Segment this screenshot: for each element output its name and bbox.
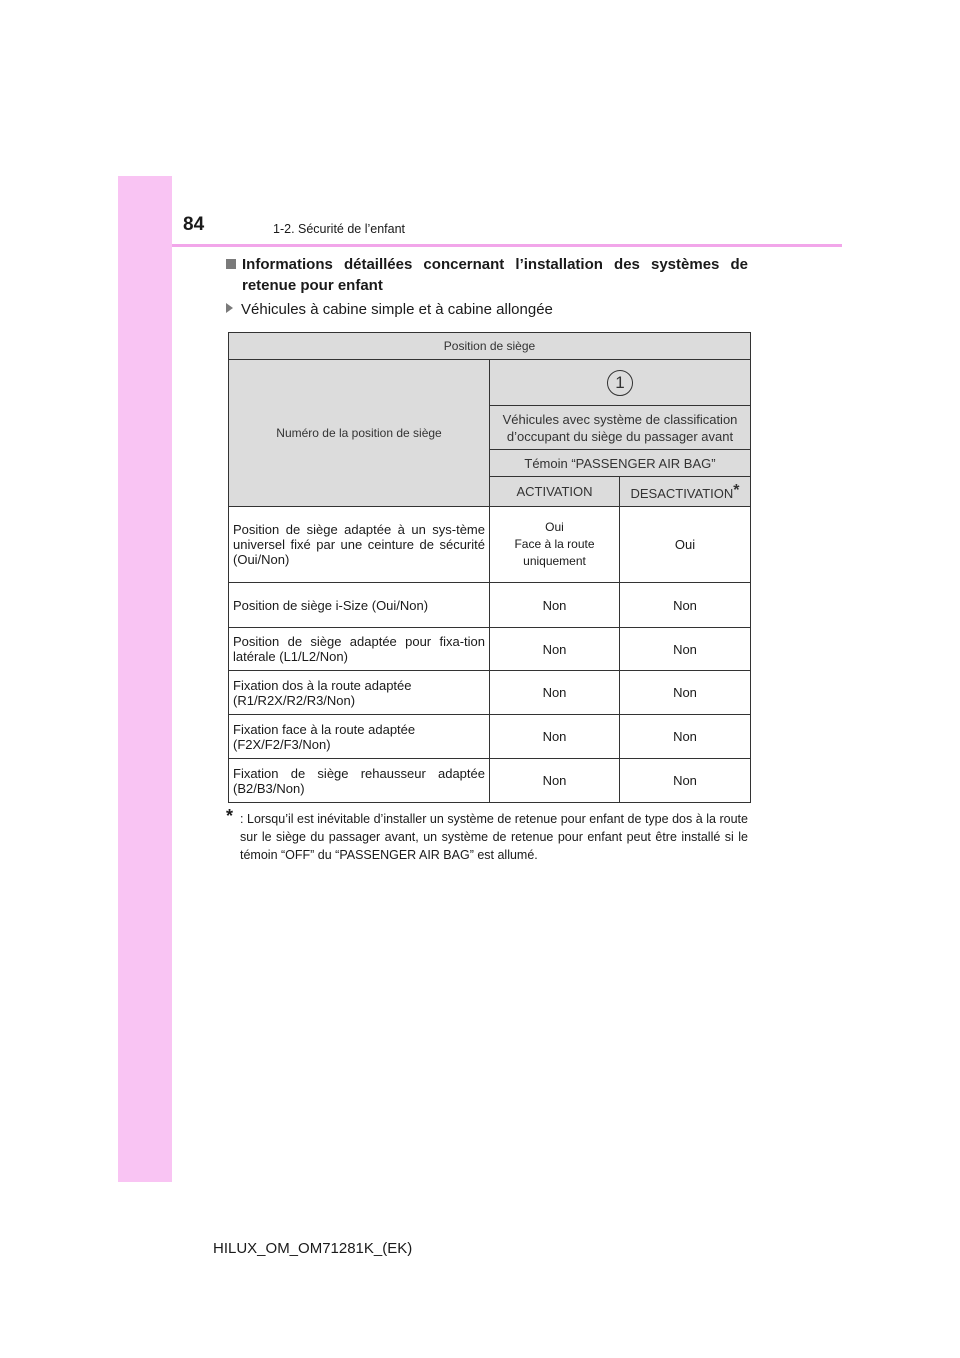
row-label: Position de siège adaptée pour fixa-tion latérale (L1/L2/Non) (229, 628, 490, 671)
row-activation: Non (490, 715, 620, 759)
row-label: Fixation face à la route adaptée (F2X/F2/F3/Non) (229, 715, 490, 759)
table-row (229, 583, 751, 628)
seat-number-cell (490, 360, 751, 406)
row-label: Position de siège i-Size (Oui/Non) (229, 583, 490, 628)
section-tab-sidebar (118, 176, 172, 1182)
triangle-bullet-icon (226, 303, 233, 313)
row-activation: Non (490, 759, 620, 803)
table-row (229, 759, 751, 803)
section-heading (226, 254, 748, 296)
table-row (229, 671, 751, 715)
table-row (229, 715, 751, 759)
footnote-text: : Lorsqu’il est inévitable d’installer un système de retenue pour enfant de type dos à la route sur le siège du passager avant, un système de retenue pour enfant peut être installé si le témoin “OFF” du “PASSENGER AIR BAG” est allumé. (240, 812, 748, 862)
indicator-label: Témoin “PASSENGER AIR BAG” (490, 450, 751, 477)
col-deactivation-label: DESACTIVATION (630, 486, 734, 501)
row-deactivation: Non (620, 628, 751, 671)
footnote-marker: * (226, 806, 234, 826)
row-activation: Non (490, 671, 620, 715)
footnote (226, 806, 748, 864)
heading-text: Informations détaillées concernant l’installation des systèmes de retenue pour enfant (242, 256, 748, 294)
seat-position-table (228, 332, 751, 803)
row-deactivation: Non (620, 759, 751, 803)
row-deactivation: Non (620, 715, 751, 759)
row-label: Fixation dos à la route adaptée (R1/R2X/R2/R3/Non) (229, 671, 490, 715)
activation-line: uniquement (523, 554, 586, 568)
row-label: Fixation de siège rehausseur adaptée (B2/B3/Non) (229, 759, 490, 803)
row-deactivation: Oui (620, 507, 751, 583)
subheading (226, 301, 553, 318)
row-activation: Non (490, 583, 620, 628)
activation-line: Oui (545, 520, 564, 534)
row-deactivation: Non (620, 671, 751, 715)
document-footer-code: HILUX_OM_OM71281K_(EK) (213, 1240, 413, 1257)
activation-line: Face à la route (514, 537, 595, 551)
page-number: 84 (183, 214, 205, 235)
row-label: Position de siège adaptée à un sys-tème universel fixé par une ceinture de sécurité (Oui/Non) (229, 507, 490, 583)
subheading-text: Véhicules à cabine simple et à cabine allongée (241, 301, 553, 318)
table-row (229, 507, 751, 583)
row-deactivation: Non (620, 583, 751, 628)
section-title: 1-2. Sécurité de l’enfant (273, 222, 406, 236)
header-divider (172, 244, 842, 247)
vehicle-note: Véhicules avec système de classification d’occupant du siège du passager avant (490, 406, 751, 450)
col-deactivation-star: * (733, 482, 740, 499)
col-activation: ACTIVATION (490, 477, 620, 507)
seat-number-circle: 1 (607, 370, 633, 396)
row-header-seat-number: Numéro de la position de siège (229, 360, 490, 507)
row-activation (490, 507, 620, 583)
square-bullet-icon (226, 259, 236, 269)
col-deactivation (620, 477, 751, 507)
table-row (229, 628, 751, 671)
table-title: Position de siège (229, 333, 751, 360)
row-activation: Non (490, 628, 620, 671)
